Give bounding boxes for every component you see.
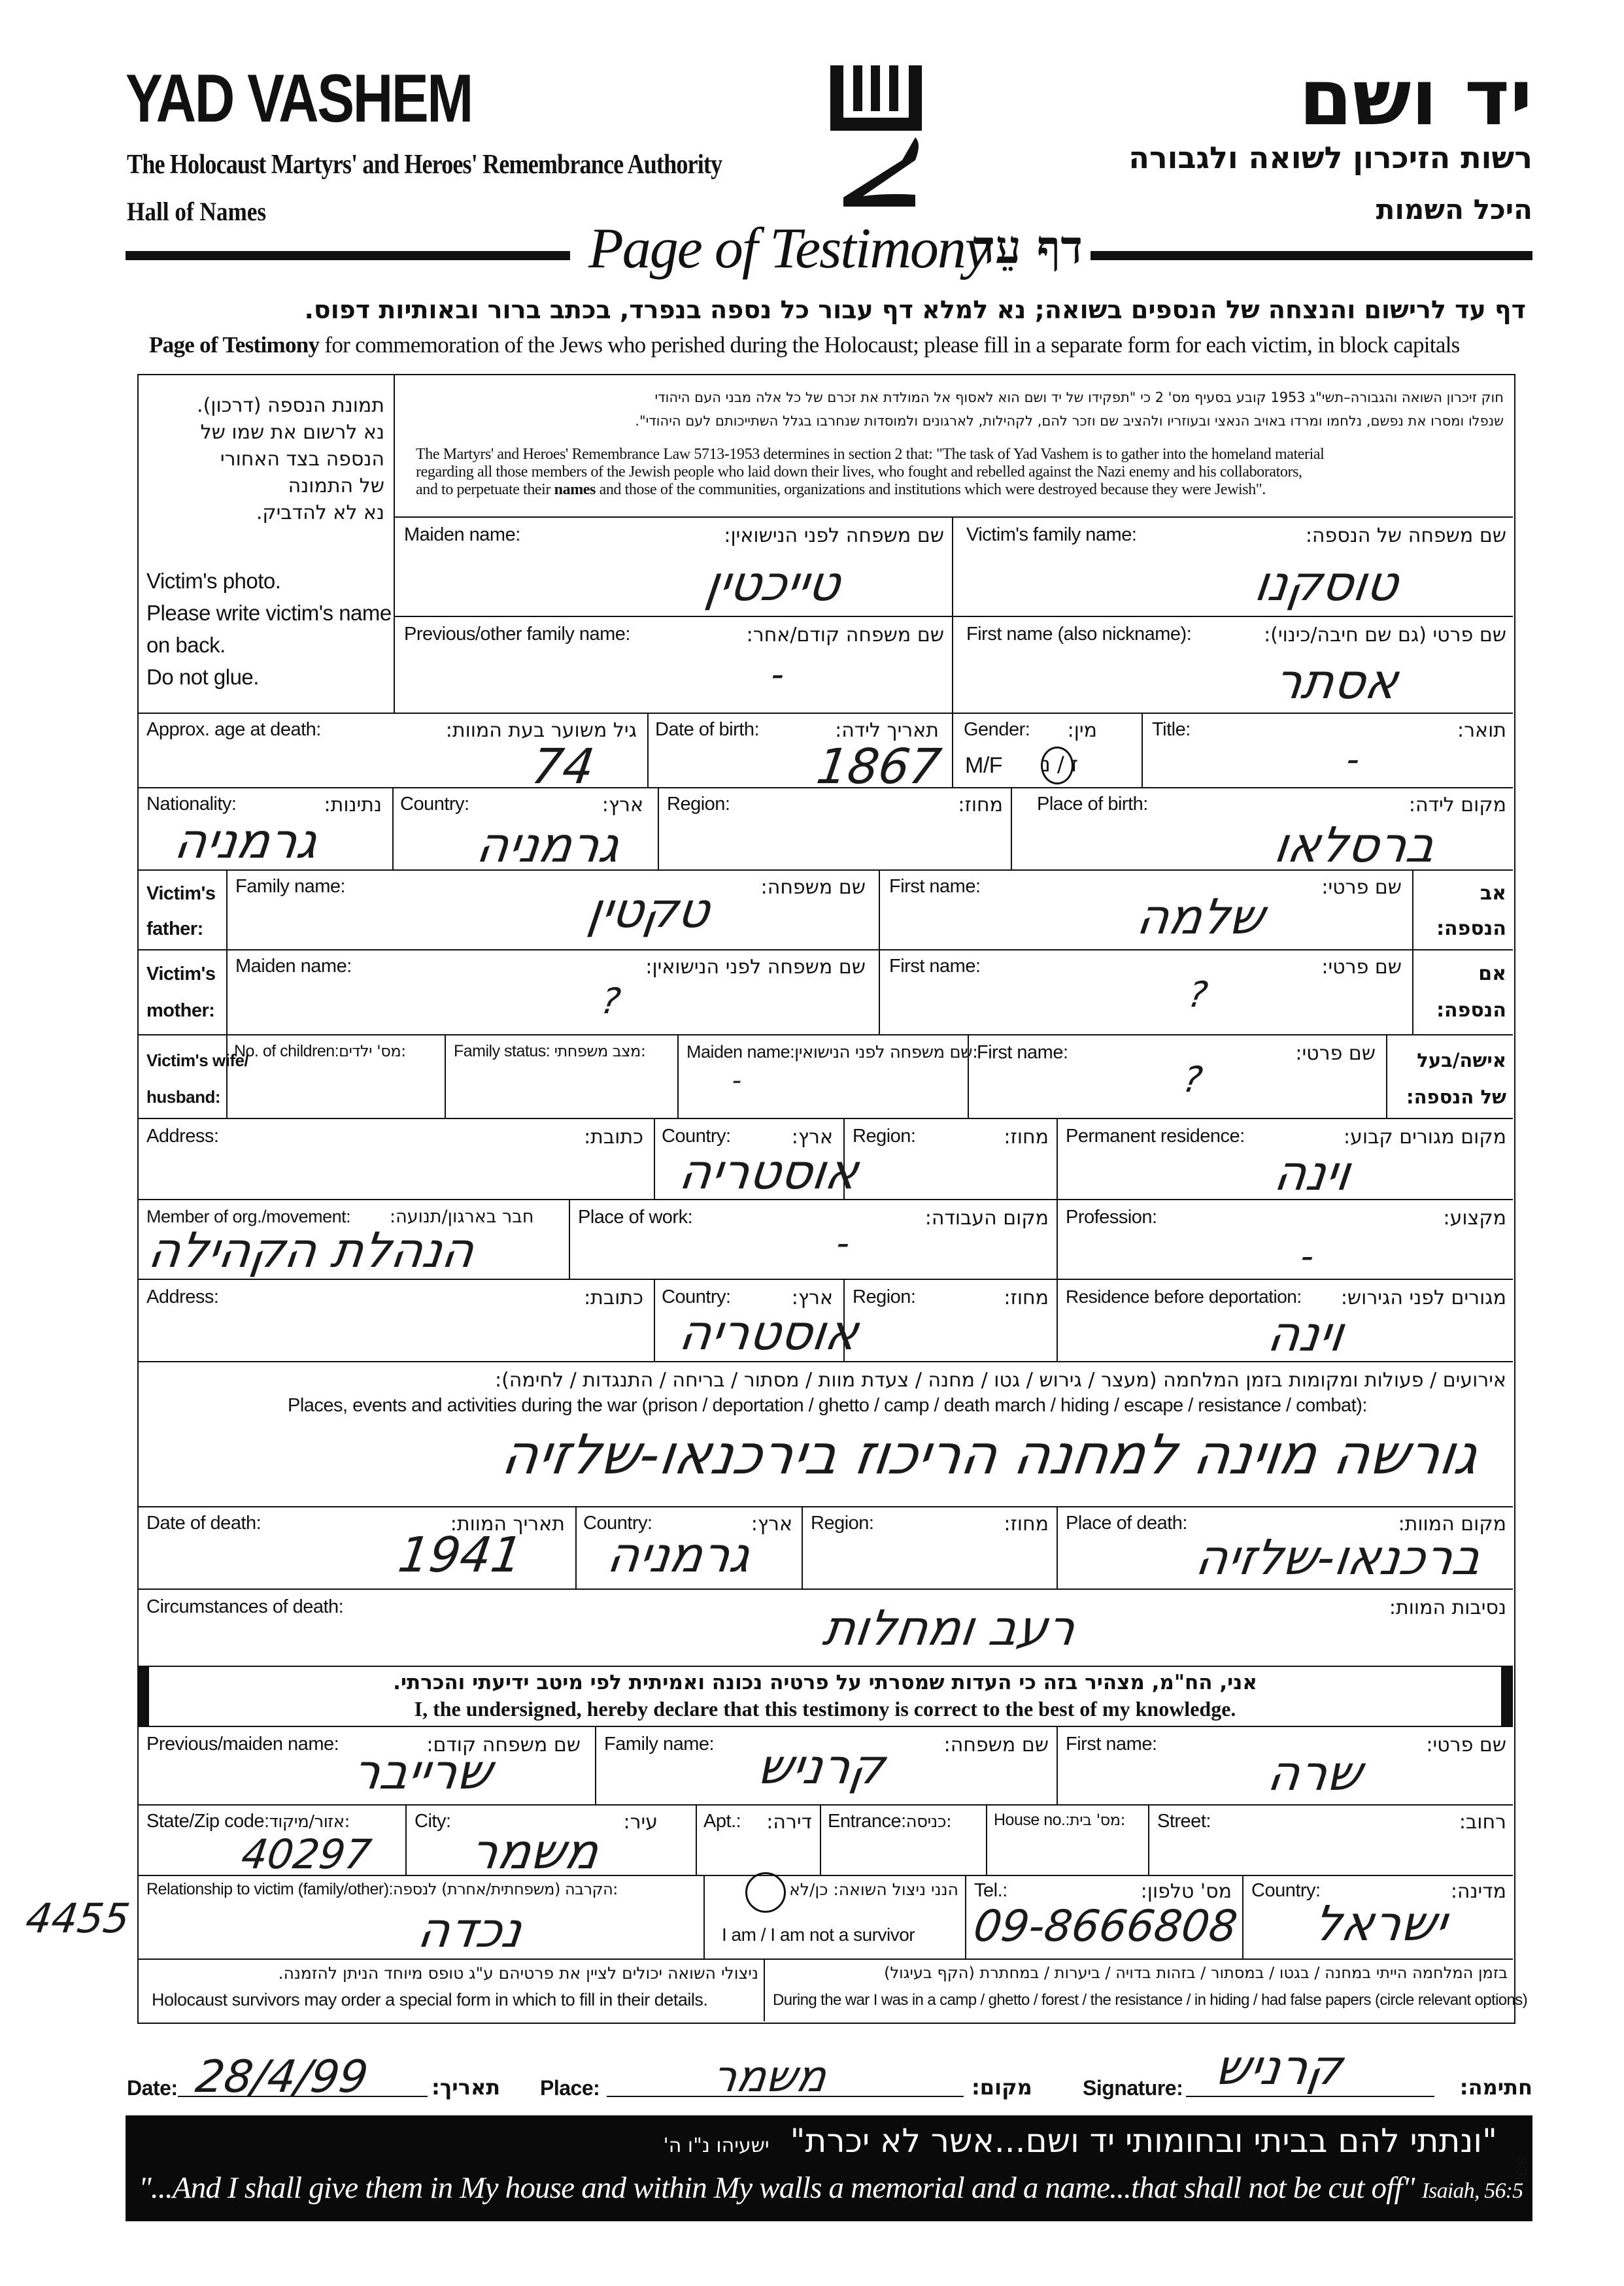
survivor-label-en: I am / I am not a survivor <box>722 1925 915 1945</box>
mother-maiden-field[interactable]: ? <box>598 981 624 1022</box>
declaration-en: I, the undersigned, hereby declare that this testimony is correct to the best of my knowledge. <box>414 1697 1236 1721</box>
address-country-label-en: Country: <box>662 1126 731 1147</box>
spouse-maiden-field[interactable]: - <box>730 1066 744 1096</box>
s-first-label-he: שם פרטי: <box>1426 1734 1506 1757</box>
mother-maiden-label-en: Maiden name: <box>235 956 352 977</box>
perm-res-field[interactable]: וינה <box>1270 1145 1354 1202</box>
street-label-he: רחוב: <box>1459 1811 1506 1834</box>
hall-of-names-he: היכל השמות <box>1376 193 1532 226</box>
first-name-field[interactable]: אסתר <box>1270 654 1402 710</box>
death-country-field[interactable]: גרמניה <box>603 1527 754 1583</box>
place-label-he: מקום: <box>972 2075 1032 2100</box>
nationality-label-en: Nationality: <box>146 794 237 815</box>
title-bar-right <box>1091 251 1532 260</box>
children-label-en: No. of children:מס' ילדים: <box>234 1042 406 1060</box>
region-label-he: מחוז: <box>958 794 1003 816</box>
law-text-he <box>405 386 1504 433</box>
death-country-label-he: ארץ: <box>751 1513 792 1536</box>
father-label-he: אב הנספה: <box>1436 882 1506 940</box>
city-field[interactable]: משמר <box>466 1824 602 1880</box>
title-label-en: Title: <box>1152 719 1191 740</box>
age-field[interactable]: 74 <box>528 739 598 795</box>
mother-first-field[interactable]: ? <box>1185 974 1211 1015</box>
title-bar-left <box>126 251 570 260</box>
father-label-en: Victim's father: <box>146 883 216 939</box>
country-label-he: ארץ: <box>601 794 643 816</box>
pod-label-he: מקום המוות: <box>1398 1513 1506 1536</box>
perm-res-label-he: מקום מגורים קבוע: <box>1344 1126 1506 1149</box>
region-label-en: Region: <box>667 794 730 815</box>
hall-of-names-en: Hall of Names <box>127 197 267 226</box>
country-label-en: Country: <box>400 794 469 815</box>
father-first-field[interactable]: שלמה <box>1133 889 1268 945</box>
city-label-he: עיר: <box>623 1811 658 1834</box>
house-label: House no.:מס' בית: <box>994 1811 1126 1829</box>
prof-field[interactable]: - <box>1298 1235 1317 1277</box>
margin-note: 4455 <box>22 1894 133 1942</box>
survivor-circle[interactable] <box>745 1872 786 1913</box>
s-country-field[interactable]: ישראל <box>1310 1896 1451 1952</box>
family-name-field[interactable]: טוסקנו <box>1251 556 1402 612</box>
work-label-en: Place of work: <box>578 1207 693 1228</box>
perm-res-label-en: Permanent residence: <box>1066 1126 1245 1147</box>
age-label-he: גיל משוער בעת המוות: <box>445 719 637 742</box>
footer-quote-en: "...And I shall give them in My house and within My walls a memorial and a name...that shall not be cut off" Isaiah, 56:5 <box>139 2171 1523 2205</box>
signature-label-he: חתימה: <box>1459 2075 1532 2100</box>
dod-label-en: Date of death: <box>146 1513 262 1534</box>
gender-label-en: Gender: <box>964 719 1030 740</box>
first-name-label-en: First name (also nickname): <box>966 624 1192 645</box>
nationality-label-he: נתינות: <box>324 794 382 816</box>
photo-he-line: של התמונה <box>288 475 384 497</box>
prev-name-field[interactable]: - <box>768 654 787 695</box>
spouse-first-label-he: שם פרטי: <box>1295 1042 1376 1065</box>
place-field[interactable]: משמר <box>709 2051 830 2102</box>
photo-en-line: on back. <box>146 633 226 657</box>
events-field[interactable]: גורשה מוינה למחנה הריכוז בירכנאו-שלזיה <box>498 1422 1482 1487</box>
authority-name-en: The Holocaust Martyrs' and Heroes' Remembrance Authority <box>127 150 722 180</box>
intro-he: דף עד לרישום והנצחה של הנספים בשואה; נא למלא דף עבור כל נספה בנפרד, בכתב ברור ובאותיות דפוס. <box>304 295 1526 324</box>
s-first-label-en: First name: <box>1066 1734 1157 1755</box>
photo-en-line: Victim's photo. <box>146 569 281 593</box>
city-label-en: City: <box>414 1811 451 1832</box>
zip-label: State/Zip code:אזור/מיקוד: <box>146 1811 350 1832</box>
pod-label-en: Place of death: <box>1066 1513 1187 1534</box>
tel-field[interactable]: 09-8666808 <box>970 1901 1241 1951</box>
family-name-label-en: Victim's family name: <box>966 524 1137 545</box>
photo-box-he <box>143 392 384 526</box>
member-label-he: חבר בארגון/תנועה: <box>390 1207 534 1227</box>
date-label-en: Date: <box>127 2076 178 2100</box>
prev-name-label-he: שם משפחה קודם/אחר: <box>746 624 944 647</box>
dod-label-he: תאריך המוות: <box>450 1513 565 1536</box>
res-before-field[interactable]: וינה <box>1264 1306 1347 1362</box>
title-field[interactable]: - <box>1344 739 1362 780</box>
first-name-label-he: שם פרטי (גם שם חיבה/כינוי): <box>1264 624 1506 647</box>
family-name-label-he: שם משפחה של הנספה: <box>1305 524 1506 547</box>
photo-en-line: Please write victim's name <box>146 601 392 625</box>
page-title-en: Page of Testimony <box>588 217 989 280</box>
res-region-label-he: מחוז: <box>1004 1286 1049 1309</box>
pob-field[interactable]: ברסלאו <box>1270 817 1439 873</box>
country-field[interactable]: גרמניה <box>473 817 624 873</box>
footer-side-mark: 8/95 <box>1514 2157 1530 2184</box>
address-region-label-en: Region: <box>853 1126 916 1147</box>
s-prevmaiden-field[interactable]: שרייבר <box>348 1744 496 1800</box>
photo-he-line: תמונת הנספה (דרכון). <box>197 394 384 417</box>
circ-field[interactable]: רעב ומחלות <box>819 1600 1079 1656</box>
survform-he: ניצולי השואה יכולים לציין את פרטיהם ע"ג טופס מיוחד הניתן להזמנה. <box>278 1964 758 1983</box>
spouse-first-label-en: First name: <box>977 1042 1068 1063</box>
res-before-label-he: מגורים לפני הגירוש: <box>1340 1286 1506 1309</box>
law-he-line: חוק זיכרון השואה והגבורה–תשי"ג 1953 קובע בסעיף מס' 2 כי "תפקידו של יד ושם הוא לאסוף אל המולדת את זכרם של כל אלה מבני העם היהודי <box>654 390 1504 405</box>
s-family-label-he: שם משפחה: <box>943 1734 1049 1757</box>
mother-first-label-en: First name: <box>889 956 981 977</box>
footer-quote-he: "ונתתי להם בביתי ובחומותי יד ושם...אשר לא יכרת" ישעיהו נ"ו ה' <box>663 2122 1497 2160</box>
pod-field[interactable]: ברכנאו-שלזיה <box>1192 1530 1485 1586</box>
during-he: בזמן המלחמה הייתי במחנה / בגטו / במסתור / בזהות בדויה / ביערות / במחתרת (הקף בעיגול) <box>884 1964 1508 1982</box>
signature-field[interactable]: קרניש <box>1211 2040 1346 2096</box>
mother-first-label-he: שם פרטי: <box>1321 956 1402 979</box>
pob-label-he: מקום לידה: <box>1408 794 1506 816</box>
gender-options: M/F <box>965 753 1003 778</box>
father-family-label-he: שם משפחה: <box>760 876 866 899</box>
address-country-field[interactable]: אוסטריה <box>675 1144 862 1200</box>
declaration-he: אני, הח"מ, מצהיר בזה כי העדות שמסרתי על פרטיה נכונה ואמיתית לפי מיטב ידיעתי והכרתי. <box>393 1671 1257 1694</box>
intro-en-bold: Page of Testimony <box>149 332 320 358</box>
work-field[interactable]: - <box>834 1222 853 1264</box>
maiden-name-label-he: שם משפחה לפני הנישואין: <box>724 524 944 547</box>
father-first-label-en: First name: <box>889 876 981 897</box>
res-region-label-en: Region: <box>853 1286 916 1307</box>
mother-maiden-label-he: שם משפחה לפני הנישואין: <box>645 956 866 979</box>
address2-label-en: Address: <box>146 1286 219 1307</box>
father-first-label-he: שם פרטי: <box>1321 876 1402 899</box>
law-he-line: שנפלו ומסרו את נפשם, נלחמו ומרדו באויב הנאצי ובעוזריו ולהציב שם וזכר להם, לקהילות, לארגונים ולמוסדות שנחרבו בגלל השתייכותם לעם היהודי". <box>635 413 1504 429</box>
prof-label-he: מקצוע: <box>1443 1207 1506 1230</box>
photo-he-line: נא לא להדביק. <box>256 501 384 524</box>
s-family-label-en: Family name: <box>604 1734 715 1755</box>
prof-label-en: Profession: <box>1066 1207 1157 1228</box>
death-region-label-he: מחוז: <box>1004 1513 1049 1536</box>
intro-en-text: for commemoration of the Jews who perished during the Holocaust; please fill in a separate form for each victim, in block capitals <box>324 332 1460 358</box>
age-label-en: Approx. age at death: <box>146 719 321 740</box>
street-label-en: Street: <box>1157 1811 1211 1832</box>
maiden-name-label-en: Maiden name: <box>404 524 520 545</box>
dob-label-en: Date of birth: <box>655 719 760 740</box>
during-en: During the war I was in a camp / ghetto / forest / the resistance / in hiding / had false papers (circle relevant options) <box>773 1991 1528 2009</box>
signature-label-en: Signature: <box>1083 2076 1183 2100</box>
gender-options-he: ז / נ <box>1042 752 1079 777</box>
death-region-label-en: Region: <box>811 1513 874 1534</box>
s-country-label-he: מדינה: <box>1450 1880 1506 1903</box>
apt-label-he: דירה: <box>766 1811 812 1834</box>
circ-label-en: Circumstances of death: <box>146 1596 344 1617</box>
survivor-label-he: הנני ניצול השואה: כן/לא <box>789 1880 958 1899</box>
authority-name-he: רשות הזיכרון לשואה ולגבורה <box>1128 140 1532 175</box>
rel-label: Relationship to victim (family/other):הקרבה (משפחתית/אחרת) לנספה: <box>146 1880 618 1898</box>
address-region-label-he: מחוז: <box>1004 1126 1049 1149</box>
father-family-field[interactable]: טקטין <box>584 882 714 939</box>
photo-he-line: הנספה בצד האחורי <box>220 448 384 471</box>
tel-label-en: Tel.: <box>974 1880 1007 1901</box>
survform-en: Holocaust survivors may order a special form in which to fill in their details. <box>152 1990 708 2009</box>
intro-en <box>149 332 1460 358</box>
law-text-en <box>416 446 1324 499</box>
events-label-en: Places, events and activities during the war (prison / deportation / ghetto / camp / death march / hiding / escape / resistance / combat): <box>288 1395 1367 1416</box>
maiden-name-field[interactable]: טייכטין <box>702 556 844 612</box>
member-field[interactable]: הנהלת הקהילה <box>144 1222 478 1279</box>
pob-label-en: Place of birth: <box>1037 794 1148 815</box>
photo-en-line: Do not glue. <box>146 665 259 689</box>
apt-label-en: Apt.: <box>703 1811 741 1832</box>
spouse-label-he: אישה/בעל של הנספה: <box>1406 1049 1506 1108</box>
law-en-line: and to perpetuate their names and those of the communities, organizations and institutions which were destroyed because they were Jewish". <box>416 481 1266 498</box>
member-label-en: Member of org./movement: <box>146 1207 351 1226</box>
yad-vashem-logo <box>824 46 928 209</box>
res-country-label-en: Country: <box>662 1286 731 1307</box>
zip-field[interactable]: 40297 <box>238 1830 375 1878</box>
address-label-he: כתובת: <box>584 1126 643 1149</box>
s-family-field[interactable]: קרניש <box>754 1739 888 1795</box>
law-en-line: The Martyrs' and Heroes' Remembrance Law 5713-1953 determines in section 2 that: "The task of Yad Vashem is to gather into the homeland material <box>416 446 1325 463</box>
org-name-he: יד ושם <box>1298 52 1532 143</box>
dob-field[interactable]: 1867 <box>813 739 945 795</box>
address2-label-he: כתובת: <box>584 1286 643 1309</box>
father-family-label-en: Family name: <box>235 876 346 897</box>
mother-label-he: אם הנספה: <box>1436 962 1506 1022</box>
decl-bar-left <box>137 1666 149 1726</box>
dod-field[interactable]: 1941 <box>394 1527 526 1583</box>
date-field[interactable]: 28/4/99 <box>192 2051 371 2103</box>
mother-label-en: Victim's mother: <box>146 964 216 1021</box>
work-label-he: מקום העבודה: <box>924 1207 1049 1230</box>
s-prevmaiden-label-he: שם משפחה קודם: <box>426 1734 581 1757</box>
res-country-field[interactable]: אוסטריה <box>675 1305 862 1361</box>
res-before-label-en: Residence before deportation: <box>1066 1286 1302 1307</box>
events-label-he: אירועים / פעולות ומקומות בזמן המלחמה (מעצר / גירוש / גטו / מחנה / צעדת מוות / מסתור / בריחה / התנגדות / לחימה): <box>494 1369 1506 1392</box>
gender-circle[interactable] <box>1041 747 1074 784</box>
decl-bar-right <box>1501 1666 1513 1726</box>
page-title-he: דף עֵד <box>973 220 1083 274</box>
gender-label-he: מין: <box>1067 719 1097 742</box>
dob-label-he: תאריך לידה: <box>835 719 939 742</box>
photo-box-en <box>146 565 392 693</box>
s-first-field[interactable]: שרה <box>1264 1745 1366 1802</box>
spouse-first-field[interactable]: ? <box>1180 1059 1206 1100</box>
address-label-en: Address: <box>146 1126 219 1147</box>
death-country-label-en: Country: <box>583 1513 652 1534</box>
org-name-en: YAD VASHEM <box>126 61 472 137</box>
res-country-label-he: ארץ: <box>791 1286 833 1309</box>
circ-label-he: נסיבות המוות: <box>1389 1596 1506 1619</box>
status-label-en: Family status: מצב משפחתי: <box>454 1042 646 1060</box>
entrance-label: Entrance:כניסה: <box>828 1811 952 1832</box>
prev-name-label-en: Previous/other family name: <box>404 624 630 645</box>
nationality-field[interactable]: גרמניה <box>171 813 322 869</box>
spouse-maiden-label: Maiden name:שם משפחה לפני הנישואין: <box>686 1042 978 1062</box>
spouse-label-en: Victim's wife/ husband: <box>146 1051 249 1107</box>
place-label-en: Place: <box>540 2076 600 2100</box>
photo-he-line: נא לרשום את שמו של <box>200 421 384 444</box>
law-en-line: regarding all those members of the Jewish people who laid down their lives, who fought and rebelled against the Nazi enemy and his collaborators, <box>416 463 1302 480</box>
date-label-he: תאריך: <box>431 2075 501 2100</box>
title-label-he: תואר: <box>1457 719 1506 742</box>
tel-label-he: מס' טלפון: <box>1140 1880 1232 1903</box>
s-prevmaiden-label-en: Previous/maiden name: <box>146 1734 339 1755</box>
rel-field[interactable]: נכדה <box>414 1902 526 1958</box>
signature-line <box>1186 2096 1434 2097</box>
address-country-label-he: ארץ: <box>791 1126 833 1149</box>
s-country-label-en: Country: <box>1251 1880 1321 1901</box>
